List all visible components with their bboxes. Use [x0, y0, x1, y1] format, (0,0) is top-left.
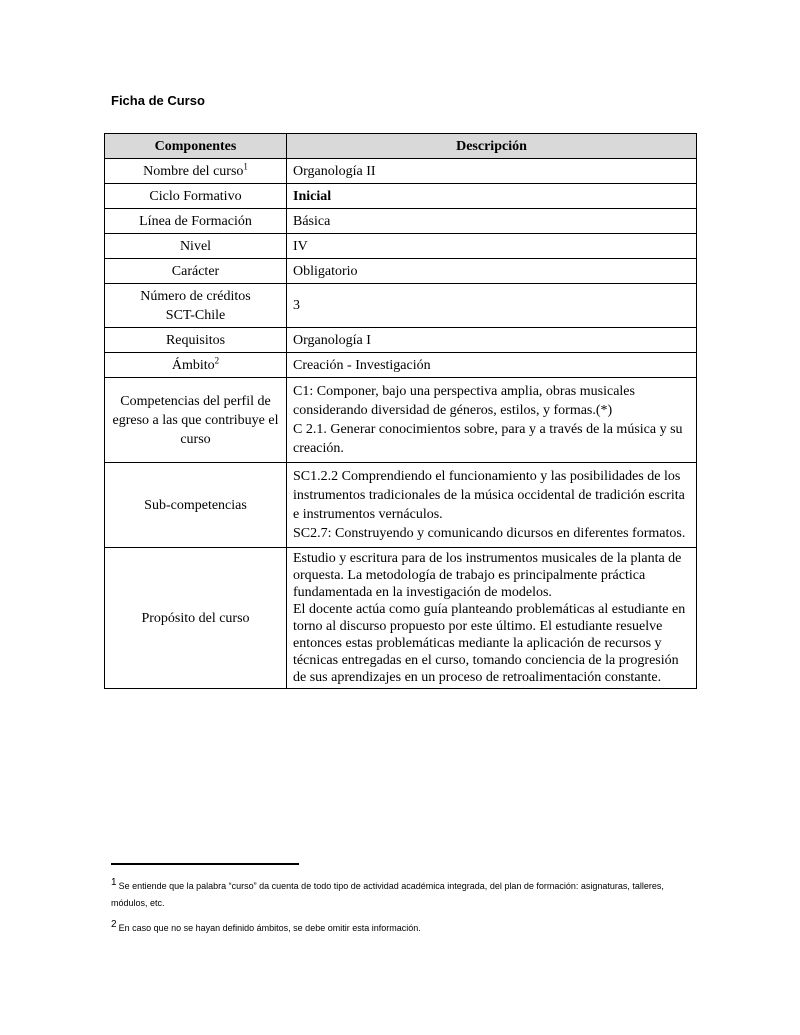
paragraph: Estudio y escritura para de los instrumentos musicales de la planta de orquesta. La metodología de trabajo es principalmente práctica fundamentada en la investigación de modelos.: [293, 551, 682, 600]
table-row: [105, 259, 697, 284]
footnote: [111, 878, 701, 912]
row-label: Nivel: [105, 234, 287, 259]
row-label: Carácter: [105, 259, 287, 284]
row-label: Línea de Formación: [105, 209, 287, 234]
paragraph: SC1.2.2 Comprendiendo el funcionamiento y las posibilidades de los instrumentos tradicionales de la música occidental de tradición escrita e instrumentos vernáculos.: [293, 469, 685, 522]
table-row: [105, 184, 697, 209]
row-label: Sub-competencias: [105, 463, 287, 548]
row-label: Competencias del perfil de egreso a las que contribuye el curso: [105, 378, 287, 463]
paragraph: El docente actúa como guía planteando problemáticas al estudiante en torno al discurso propuesto por este último. El estudiante resuelve entonces estas problemáticas mediante la aplicación de recursos y técnicas entregadas en el curso, tomando conciencia de la progresión de sus aprendizajes en un proceso de retroalimentación constante.: [293, 602, 686, 685]
footnote: [111, 920, 701, 937]
footnote-number: 2: [111, 919, 117, 930]
table-row: [105, 209, 697, 234]
table-row: [105, 353, 697, 378]
footnote-ref: 1: [243, 160, 248, 171]
table-header-row: [105, 134, 697, 159]
page-title: Ficha de Curso: [111, 93, 205, 108]
row-value: IV: [287, 234, 697, 259]
footnote-text: En caso que no se hayan definido ámbitos, se debe omitir esta información.: [118, 923, 421, 933]
row-value: [287, 548, 697, 689]
row-label: Ámbito$^2$: [105, 353, 287, 378]
footnote-text: Se entiende que la palabra “curso” da cuenta de todo tipo de actividad académica integrada, del plan de formación: asignaturas, talleres, módulos, etc.: [111, 881, 664, 908]
row-value: Organología I: [287, 328, 697, 353]
header-componentes: Componentes: [105, 134, 287, 159]
table-row: [105, 378, 697, 463]
footnote-ref: 2: [214, 354, 220, 365]
row-label: Requisitos: [105, 328, 287, 353]
row-label: Ciclo Formativo: [105, 184, 287, 209]
row-value: Creación - Investigación: [287, 353, 697, 378]
header-descripcion: Descripción: [287, 134, 697, 159]
row-value: Básica: [287, 209, 697, 234]
row-label: Nombre del curso$^1$: [105, 159, 287, 184]
row-value: Obligatorio: [287, 259, 697, 284]
table-row: [105, 548, 697, 689]
paragraph: C1: Componer, bajo una perspectiva amplia, obras musicales considerando diversidad de géneros, estilos, y formas.(*): [293, 384, 635, 418]
row-value: [287, 378, 697, 463]
table-row: [105, 159, 697, 184]
table-row: [105, 234, 697, 259]
row-value: [287, 463, 697, 548]
table-row: [105, 328, 697, 353]
paragraph: C 2.1. Generar conocimientos sobre, para y a través de la música y su creación.: [293, 422, 683, 456]
table-row: [105, 284, 697, 328]
course-table: [104, 133, 697, 689]
row-value: Organología II: [287, 159, 697, 184]
footnote-divider: [111, 863, 299, 865]
row-value: 3: [287, 284, 697, 328]
table-row: [105, 463, 697, 548]
footnote-number: 1: [111, 877, 117, 888]
row-value: Inicial: [287, 184, 697, 209]
paragraph: SC2.7: Construyendo y comunicando dicursos en diferentes formatos.: [293, 526, 686, 541]
row-label: Número de créditos SCT-Chile: [105, 284, 287, 328]
row-label: Propósito del curso: [105, 548, 287, 689]
